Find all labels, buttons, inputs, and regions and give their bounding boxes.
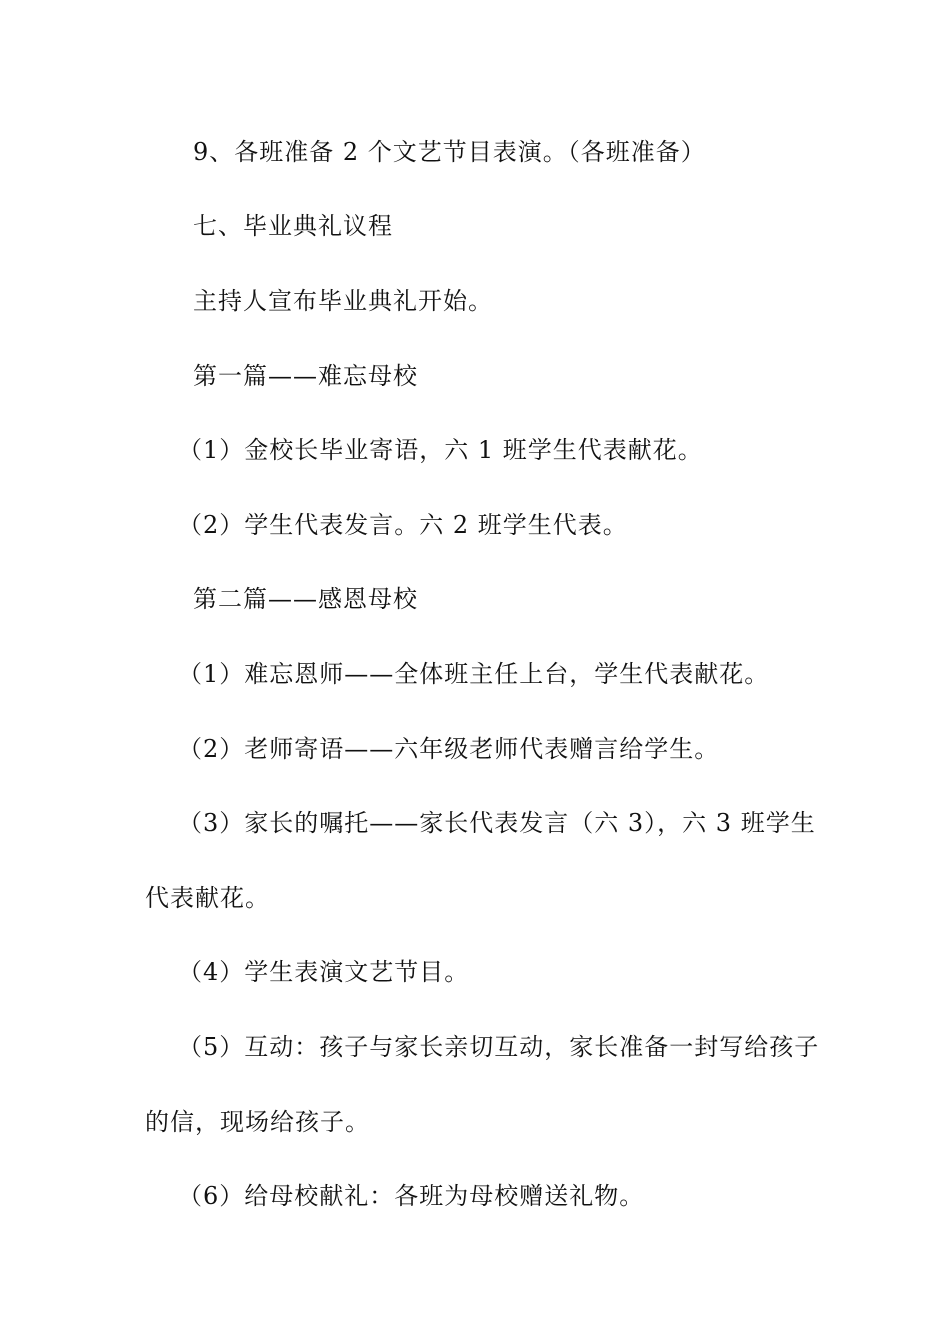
part2-item-3: （3）家长的嘱托——家长代表发言（六 3），六 3 班学生 xyxy=(178,809,816,837)
part2-item-5-continued: 的信，现场给孩子。 xyxy=(145,1108,370,1136)
paragraph-host-announce: 主持人宣布毕业典礼开始。 xyxy=(193,287,493,315)
part1-item-1: （1）金校长毕业寄语，六 1 班学生代表献花。 xyxy=(178,436,703,464)
part2-item-1: （1）难忘恩师——全体班主任上台，学生代表献花。 xyxy=(178,660,770,688)
section-heading-7: 七、毕业典礼议程 xyxy=(193,212,393,240)
part2-item-2: （2）老师寄语——六年级老师代表赠言给学生。 xyxy=(178,735,720,763)
part1-item-2: （2）学生代表发言。六 2 班学生代表。 xyxy=(178,511,628,539)
part2-item-4: （4）学生表演文艺节目。 xyxy=(178,958,470,986)
part2-item-6: （6）给母校献礼：各班为母校赠送礼物。 xyxy=(178,1182,645,1210)
part2-item-3-continued: 代表献花。 xyxy=(145,884,270,912)
paragraph-item-9: 9、各班准备 2 个文艺节目表演。（各班准备） xyxy=(193,138,706,166)
part-heading-2: 第二篇——感恩母校 xyxy=(193,585,418,613)
part2-item-5: （5）互动：孩子与家长亲切互动，家长准备一封写给孩子 xyxy=(178,1033,820,1061)
part-heading-1: 第一篇——难忘母校 xyxy=(193,362,418,390)
